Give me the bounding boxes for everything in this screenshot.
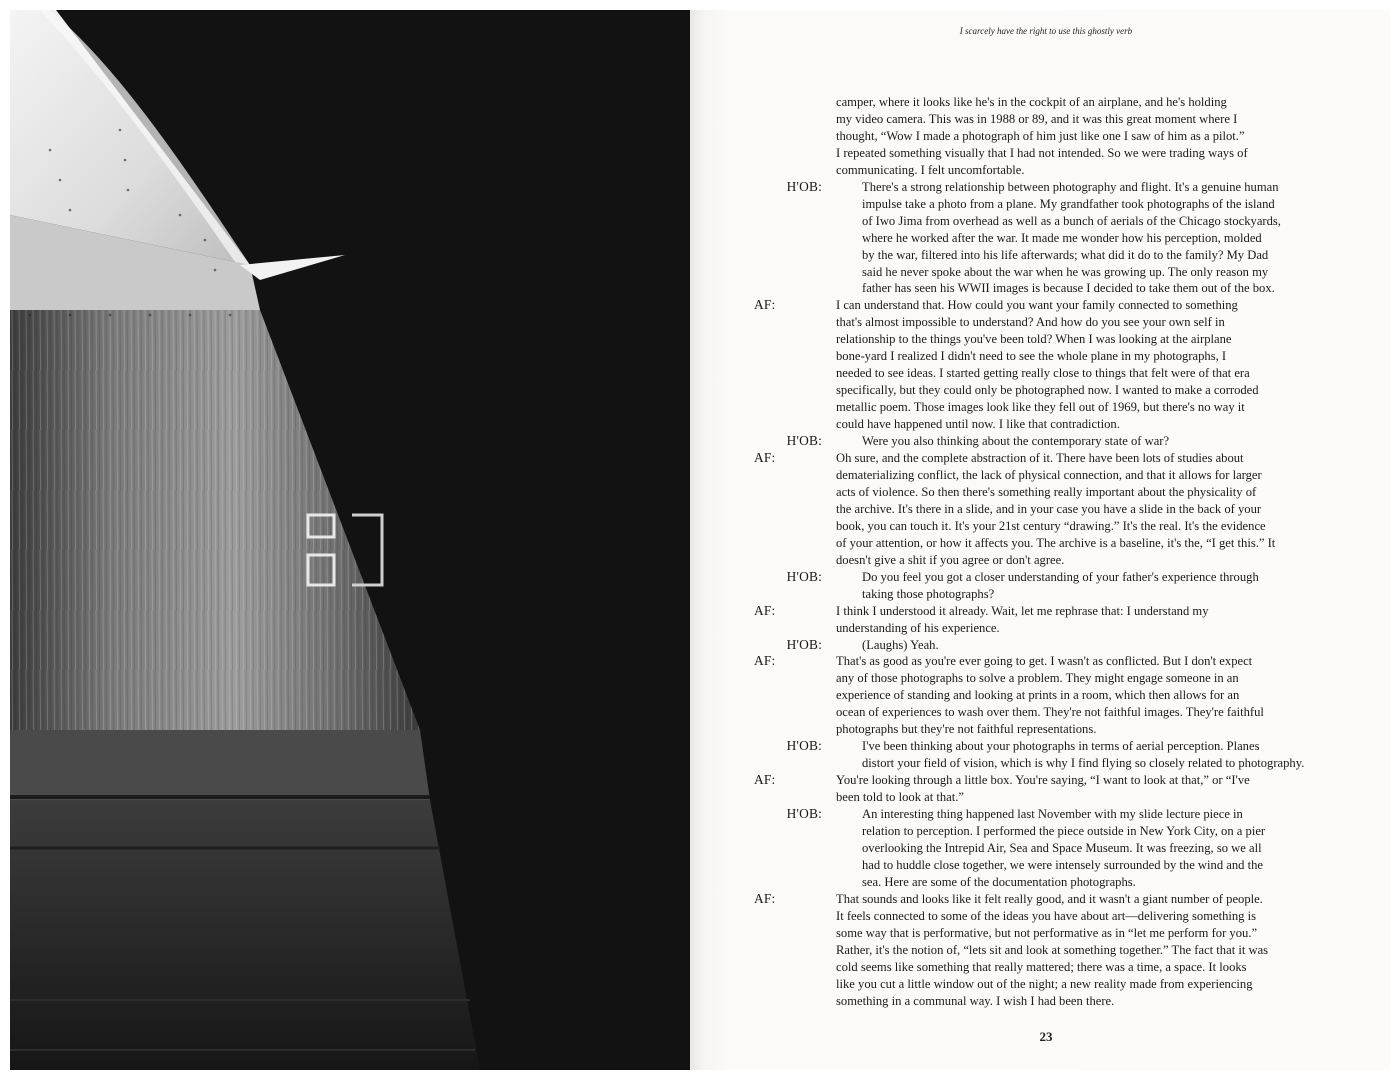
text-line: thought, “Wow I made a photograph of him just like one I saw of him as a pilot.” xyxy=(836,128,1245,143)
text-line: I've been thinking about your photographs in terms of aerial perception. Planes xyxy=(862,739,1260,754)
text-line: photographs but they're not faithful representations. xyxy=(836,722,1097,737)
text-line: had to huddle close together, we were intensely surrounded by the wind and the xyxy=(862,857,1263,872)
text-line: cold seems like something that really mattered; there was a time, a space. It looks xyxy=(836,959,1247,974)
aircraft-tail-photograph xyxy=(10,10,690,1070)
text-line: father has seen his WWII images is because I decided to take them out of the box. xyxy=(862,281,1275,296)
text-line: that's almost impossible to understand? And how do you see your own self in xyxy=(836,315,1225,330)
text-line: needed to see ideas. I started getting really close to things that felt were of that era xyxy=(836,366,1250,381)
text-page xyxy=(690,10,1390,1070)
text-line: I repeated something visually that I had not intended. So we were trading ways of xyxy=(836,145,1248,160)
transcript-paragraph xyxy=(750,433,1360,450)
paragraph-text xyxy=(836,433,1360,450)
text-line: of your attention, or how it affects you. The archive is a baseline, it's the, “I get this.” It xyxy=(836,535,1276,550)
text-line: relationship to the things you've been told? When I was looking at the airplane xyxy=(836,332,1232,347)
text-line: overlooking the Intrepid Air, Sea and Space Museum. It was freezing, so we all xyxy=(862,840,1262,855)
text-line: dematerializing conflict, the lack of physical connection, and that it allows for larger xyxy=(836,467,1262,482)
speaker-label: AF: xyxy=(754,772,776,788)
book-spread xyxy=(10,10,1390,1070)
text-line: something in a communal way. I wish I had been there. xyxy=(836,993,1115,1008)
speaker-label: H'OB: xyxy=(786,738,822,754)
text-line: book, you can touch it. It's your 21st century “drawing.” It's the real. It's the evidence xyxy=(836,518,1266,533)
speaker-label: AF: xyxy=(754,450,776,466)
speaker-label: H'OB: xyxy=(786,178,822,194)
paragraph-text xyxy=(836,603,1360,637)
text-line: relation to perception. I performed the piece outside in New York City, on a pier xyxy=(862,823,1266,838)
text-line: experience of standing and looking at prints in a room, which then allows for an xyxy=(836,688,1240,703)
paragraph-text xyxy=(836,806,1360,891)
transcript-paragraph xyxy=(750,891,1360,1010)
text-line: doesn't give a shit if you agree or don't agree. xyxy=(836,552,1065,567)
text-line: the archive. It's there in a slide, and in your case you have a slide in the back of your xyxy=(836,501,1262,516)
text-line: understanding of his experience. xyxy=(836,620,1000,635)
text-line: metallic poem. Those images look like they fell out of 1969, but there's no way it xyxy=(836,400,1245,415)
text-line: ocean of experiences to wash over them. They're not faithful images. They're faithful xyxy=(836,705,1264,720)
text-line: specifically, but they could only be photographed now. I wanted to make a corroded xyxy=(836,383,1259,398)
speaker-label: AF: xyxy=(754,602,776,618)
transcript-paragraph xyxy=(750,450,1360,569)
interview-transcript xyxy=(750,94,1360,1009)
running-head: I scarcely have the right to use this ghostly verb xyxy=(959,26,1133,36)
text-line: I can understand that. How could you want your family connected to something xyxy=(836,298,1238,313)
speaker-label: AF: xyxy=(754,653,776,669)
text-line: That's as good as you're ever going to get. I wasn't as conflicted. But I don't expect xyxy=(836,654,1253,669)
transcript-paragraph xyxy=(750,297,1360,433)
text-line: acts of violence. So then there's something really important about the physicality of xyxy=(836,484,1257,499)
text-line: Rather, it's the notion of, “lets sit and look at something together.” The fact that it was xyxy=(836,942,1269,957)
transcript-paragraph xyxy=(750,806,1360,891)
text-line: like you cut a little window out of the night; a new reality made from experiencing xyxy=(836,976,1253,991)
paragraph-text xyxy=(836,94,1360,179)
paragraph-text xyxy=(836,297,1360,433)
text-line: taking those photographs? xyxy=(862,586,995,601)
text-line: Oh sure, and the complete abstraction of it. There have been lots of studies about xyxy=(836,451,1244,466)
text-line: You're looking through a little box. You're saying, “I want to look at that,” or “I've xyxy=(836,773,1250,788)
text-line: An interesting thing happened last November with my slide lecture piece in xyxy=(862,807,1243,822)
text-line: where he worked after the war. It made me wonder how his perception, molded xyxy=(862,230,1262,245)
transcript-paragraph xyxy=(750,772,1360,806)
transcript-paragraph xyxy=(750,637,1360,654)
text-line: Do you feel you got a closer understanding of your father's experience through xyxy=(862,569,1259,584)
text-line: of Iwo Jima from overhead as well as a bunch of aerials of the Chicago stockyards, xyxy=(862,213,1281,228)
transcript-paragraph xyxy=(750,179,1360,298)
transcript-paragraph xyxy=(750,738,1360,772)
speaker-label: H'OB: xyxy=(786,568,822,584)
speaker-label: H'OB: xyxy=(786,636,822,652)
paragraph-text xyxy=(836,653,1360,738)
text-line: (Laughs) Yeah. xyxy=(862,637,939,652)
text-line: distort your field of vision, which is why I find flying so closely related to photography. xyxy=(862,756,1305,771)
paragraph-text xyxy=(836,891,1360,1010)
text-line: bone-yard I realized I didn't need to see the whole plane in my photographs, I xyxy=(836,349,1227,364)
paragraph-text xyxy=(836,450,1360,569)
text-line: There's a strong relationship between photography and flight. It's a genuine human xyxy=(862,179,1279,194)
text-line: some way that is performative, but not performative as in “let me perform for you.” xyxy=(836,925,1258,940)
paragraph-text xyxy=(836,772,1360,806)
text-line: impulse take a photo from a plane. My grandfather took photographs of the island xyxy=(862,196,1275,211)
text-line: by the war, filtered into his life afterwards; what did it do to the family? My Dad xyxy=(862,247,1269,262)
paragraph-text xyxy=(836,738,1360,772)
text-line: I think I understood it already. Wait, let me rephrase that: I understand my xyxy=(836,603,1209,618)
text-line: camper, where it looks like he's in the cockpit of an airplane, and he's holding xyxy=(836,95,1227,109)
transcript-paragraph xyxy=(750,569,1360,603)
text-line: That sounds and looks like it felt really good, and it wasn't a giant number of people. xyxy=(836,891,1263,906)
photograph-page xyxy=(10,10,690,1070)
text-line: my video camera. This was in 1988 or 89, and it was this great moment where I xyxy=(836,111,1238,126)
text-line: been told to look at that.” xyxy=(836,790,965,805)
text-line: said he never spoke about the war when he was growing up. The only reason my xyxy=(862,264,1269,279)
speaker-label: H'OB: xyxy=(786,433,822,449)
paragraph-text xyxy=(836,569,1360,603)
page-number: 23 xyxy=(1039,1029,1053,1044)
speaker-label: H'OB: xyxy=(786,806,822,822)
text-line: communicating. I felt uncomfortable. xyxy=(836,162,1025,177)
text-line: Were you also thinking about the contemporary state of war? xyxy=(862,434,1170,449)
paragraph-text xyxy=(836,637,1360,654)
text-line: any of those photographs to solve a problem. They might engage someone in an xyxy=(836,671,1239,686)
paragraph-text xyxy=(836,179,1360,298)
speaker-label: AF: xyxy=(754,890,776,906)
text-line: It feels connected to some of the ideas you have about art—delivering something is xyxy=(836,908,1257,923)
transcript-paragraph xyxy=(750,603,1360,637)
transcript-paragraph xyxy=(750,94,1360,179)
text-line: could have happened until now. I like that contradiction. xyxy=(836,417,1120,432)
speaker-label xyxy=(750,94,836,179)
text-line: sea. Here are some of the documentation photographs. xyxy=(862,874,1136,889)
speaker-label: AF: xyxy=(754,297,776,313)
transcript-paragraph xyxy=(750,653,1360,738)
